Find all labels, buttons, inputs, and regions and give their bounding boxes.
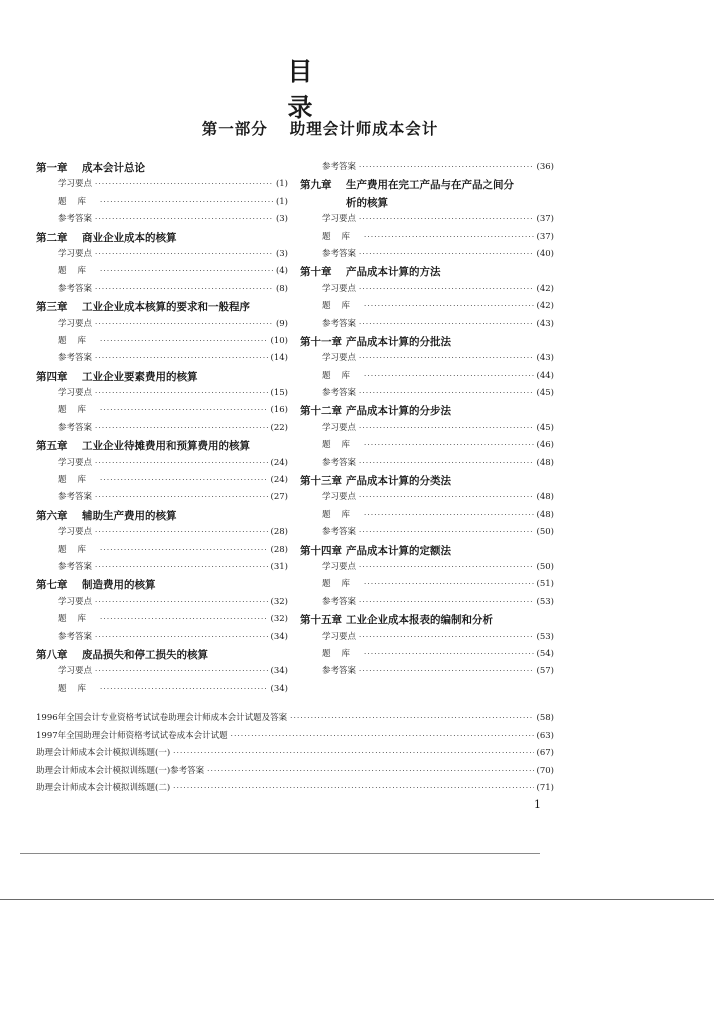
entry-page: (24): [270, 475, 288, 486]
dot-leader: [359, 667, 534, 675]
chapter-number: 第一章: [36, 162, 68, 174]
toc-entry: [36, 334, 288, 351]
entry-label: 学习要点: [58, 248, 93, 259]
entry-page: (43): [536, 318, 554, 329]
toc-entry: [36, 595, 288, 612]
toc-entry: [36, 351, 288, 368]
toc-chapter: [300, 473, 554, 490]
chapter-number: 第十一章: [300, 335, 342, 348]
dot-leader: [95, 528, 268, 536]
appendix-entry: [36, 746, 554, 764]
toc-entry: [300, 560, 554, 577]
dot-leader: [95, 633, 268, 641]
toc-entry: [300, 508, 554, 525]
entry-label: 题库: [322, 301, 362, 312]
entry-page: (28): [270, 544, 288, 555]
entry-page: (37): [536, 214, 554, 225]
toc-right-column: [300, 160, 554, 682]
toc-entry: [36, 282, 288, 299]
entry-label: 学习要点: [58, 527, 93, 538]
dot-leader: [100, 615, 268, 623]
scan-rule: [0, 899, 714, 900]
entry-page: (27): [270, 492, 288, 503]
dot-leader: [364, 441, 534, 449]
entry-label: 参考答案: [58, 353, 93, 364]
entry-page: (53): [536, 631, 554, 642]
entry-page: (9): [275, 318, 288, 329]
entry-page: (48): [536, 492, 554, 503]
toc-entry: [36, 456, 288, 473]
dot-leader: [100, 476, 268, 484]
entry-page: (45): [536, 388, 554, 399]
entry-label: 学习要点: [322, 561, 357, 572]
dot-leader: [364, 580, 534, 588]
toc-entry: [300, 369, 554, 386]
entry-label: 题库: [322, 579, 362, 590]
dot-leader: [364, 302, 534, 310]
dot-leader: [359, 285, 534, 293]
page-title: 目 录: [287, 57, 483, 122]
toc-entry: [300, 299, 554, 316]
toc-entry: [36, 247, 288, 264]
entry-page: (34): [270, 683, 288, 694]
entry-page: (10): [270, 335, 288, 346]
entry-label: 学习要点: [58, 596, 93, 607]
entry-page: (50): [536, 561, 554, 572]
dot-leader: [290, 714, 533, 722]
toc-entry: [36, 664, 288, 681]
toc-entry: [36, 403, 288, 420]
dot-leader: [95, 493, 268, 501]
dot-leader: [207, 767, 533, 775]
toc-entry: [36, 682, 288, 699]
dot-leader: [359, 563, 534, 571]
dot-leader: [95, 598, 268, 606]
chapter-title: 产品成本计算的方法: [346, 266, 441, 279]
entry-label: 学习要点: [58, 666, 93, 677]
dot-leader: [359, 493, 534, 501]
dot-leader: [364, 511, 534, 519]
entry-page: (8): [275, 283, 288, 294]
entry-label: 题库: [58, 614, 98, 625]
appendix-entry: [36, 711, 554, 729]
entry-label: 参考答案: [322, 666, 357, 677]
dot-leader: [359, 459, 534, 467]
toc-entry: [300, 421, 554, 438]
dot-leader: [95, 563, 268, 571]
dot-leader: [95, 250, 273, 258]
toc-entry: [300, 386, 554, 403]
toc-chapter: [36, 230, 288, 247]
toc-chapter: [36, 299, 288, 316]
entry-page: (32): [270, 614, 288, 625]
chapter-number: 第九章: [300, 179, 332, 192]
entry-page: (3): [275, 248, 288, 259]
dot-leader: [359, 250, 534, 258]
entry-page: (24): [270, 457, 288, 468]
chapter-number: 第二章: [36, 231, 68, 244]
dot-leader: [359, 215, 534, 223]
entry-label: 题库: [58, 335, 98, 346]
chapter-number: 第十五章: [300, 614, 342, 627]
toc-chapter: [36, 369, 288, 386]
entry-label: 参考答案: [322, 162, 357, 172]
entry-page: (40): [536, 248, 554, 259]
toc-entry: [300, 247, 554, 264]
entry-page: (14): [270, 353, 288, 364]
toc-entry: [36, 473, 288, 490]
entry-label: 学习要点: [322, 283, 357, 294]
entry-label: 参考答案: [322, 527, 357, 538]
dot-leader: [364, 372, 534, 380]
entry-label: 题库: [58, 196, 98, 207]
dot-leader: [100, 546, 268, 554]
dot-leader: [100, 267, 273, 275]
toc-entry: [300, 490, 554, 507]
toc-chapter: [300, 612, 554, 629]
appendix-entry: [36, 729, 554, 747]
toc-entry: [300, 438, 554, 455]
appendix-title: 助理会计师成本会计模拟训练题(一)参考答案: [36, 765, 205, 776]
entry-label: 题库: [322, 440, 362, 451]
dot-leader: [359, 598, 534, 606]
dot-leader: [100, 406, 268, 414]
dot-leader: [95, 354, 268, 362]
dot-leader: [95, 389, 268, 397]
toc-entry: [300, 317, 554, 334]
entry-page: (42): [536, 301, 554, 312]
appendix-title: 1996年全国会计专业资格考试试卷助理会计师成本会计试题及答案: [36, 713, 288, 723]
appendix-page: (70): [536, 765, 554, 776]
entry-label: 参考答案: [322, 248, 357, 259]
dot-leader: [100, 685, 268, 693]
dot-leader: [359, 320, 534, 328]
toc-chapter: [300, 264, 554, 281]
dot-leader: [359, 424, 534, 432]
page-number: 1: [534, 798, 541, 811]
chapter-title: 生产费用在完工产品与在产品之间分: [346, 179, 514, 192]
chapter-number: 第十章: [300, 266, 332, 279]
dot-leader: [95, 320, 273, 328]
entry-label: 题库: [58, 544, 98, 555]
chapter-title: 工业企业要素费用的核算: [82, 370, 198, 383]
entry-label: 学习要点: [322, 631, 357, 642]
entry-label: 题库: [58, 683, 98, 694]
entry-page: (22): [270, 422, 288, 433]
toc-entry: [300, 230, 554, 247]
entry-page: (4): [275, 266, 288, 277]
entry-page: (45): [536, 422, 554, 433]
chapter-title: 商业企业成本的核算: [82, 231, 177, 244]
entry-label: 参考答案: [322, 596, 357, 607]
entry-page: (57): [536, 666, 554, 677]
dot-leader: [359, 528, 534, 536]
toc-entry: [300, 351, 554, 368]
appendix-title: 助理会计师成本会计模拟训练题(一): [36, 748, 171, 759]
dot-leader: [173, 749, 533, 757]
entry-page: (16): [270, 405, 288, 416]
scan-rule: [20, 853, 540, 854]
entry-label: 学习要点: [58, 318, 93, 329]
toc-chapter: [300, 177, 554, 194]
toc-entry: [300, 456, 554, 473]
toc-chapter: [300, 543, 554, 560]
entry-page: (42): [536, 283, 554, 294]
toc-entry: [300, 664, 554, 681]
entry-page: (48): [536, 509, 554, 520]
toc-entry: [300, 647, 554, 664]
toc-entry: [36, 177, 288, 194]
entry-label: 参考答案: [58, 214, 93, 225]
entry-page: (34): [270, 666, 288, 677]
toc-chapter: [36, 647, 288, 664]
toc-chapter: [36, 508, 288, 525]
toc-entry: [36, 560, 288, 577]
dot-leader: [95, 667, 268, 675]
entry-label: 题库: [322, 370, 362, 381]
entry-label: 参考答案: [58, 561, 93, 572]
toc-entry: [36, 630, 288, 647]
dot-leader: [95, 424, 268, 432]
chapter-number: 第四章: [36, 370, 68, 383]
toc-entry: [300, 577, 554, 594]
entry-label: 题库: [58, 266, 98, 277]
toc-entry: [300, 630, 554, 647]
appendix-entry: [36, 764, 554, 782]
part-heading: [100, 117, 540, 139]
entry-page: (43): [536, 353, 554, 364]
part-name: 助理会计师成本会计: [289, 120, 439, 138]
entry-page: (34): [270, 631, 288, 642]
chapter-title: 产品成本计算的分类法: [346, 475, 451, 488]
entry-page: (31): [270, 561, 288, 572]
toc-chapter: [300, 334, 554, 351]
chapter-title: 工业企业成本核算的要求和一般程序: [82, 301, 250, 314]
toc-entry: [36, 264, 288, 281]
dot-leader: [100, 337, 268, 345]
entry-page: (32): [270, 596, 288, 607]
entry-label: 参考答案: [322, 388, 357, 399]
entry-label: 参考答案: [58, 631, 93, 642]
appendix-page: (71): [536, 783, 554, 794]
entry-label: 题库: [58, 405, 98, 416]
chapter-number: 第七章: [36, 579, 68, 592]
entry-page: (1): [275, 179, 288, 190]
dot-leader: [95, 459, 268, 467]
dot-leader: [231, 732, 534, 740]
appendix-entry: [36, 781, 554, 799]
toc-entry: [36, 490, 288, 507]
appendix-title: 1997年全国助理会计师资格考试试卷成本会计试题: [36, 730, 228, 741]
entry-label: 学习要点: [58, 179, 93, 190]
entry-page: (50): [536, 527, 554, 538]
entry-page: (44): [536, 370, 554, 381]
chapter-number: 第十三章: [300, 475, 342, 488]
toc-chapter: [36, 160, 288, 177]
dot-leader: [364, 650, 534, 658]
toc-entry: [36, 543, 288, 560]
toc-entry: [36, 612, 288, 629]
toc-entry: [300, 525, 554, 542]
toc-entry: [36, 195, 288, 212]
toc-chapter-continuation: [300, 195, 554, 212]
chapter-title: 工业企业成本报表的编制和分析: [346, 614, 493, 627]
entry-label: 学习要点: [58, 457, 93, 468]
entry-label: 参考答案: [58, 422, 93, 433]
toc-chapter: [36, 438, 288, 455]
entry-label: 学习要点: [322, 422, 357, 433]
appendix-page: (63): [536, 730, 554, 741]
chapter-number: 第三章: [36, 301, 68, 314]
dot-leader: [359, 389, 534, 397]
entry-page: (46): [536, 440, 554, 451]
entry-label: 题库: [58, 475, 98, 486]
entry-label: 参考答案: [58, 492, 93, 503]
entry-label: 学习要点: [58, 388, 93, 399]
entry-label: 参考答案: [58, 283, 93, 294]
toc-entry: [300, 160, 554, 177]
entry-label: 学习要点: [322, 353, 357, 364]
dot-leader: [364, 233, 534, 241]
toc-entry: [36, 386, 288, 403]
entry-page: (28): [270, 527, 288, 538]
chapter-number: 第十二章: [300, 405, 342, 418]
chapter-title: 析的核算: [346, 196, 388, 209]
entry-page: (36): [536, 162, 554, 172]
entry-label: 学习要点: [322, 492, 357, 503]
entry-label: 参考答案: [322, 318, 357, 329]
entry-page: (1): [275, 196, 288, 207]
chapter-title: 工业企业待摊费用和预算费用的核算: [82, 440, 250, 453]
toc-entry: [36, 525, 288, 542]
chapter-number: 第八章: [36, 648, 68, 661]
toc-entry: [300, 282, 554, 299]
dot-leader: [95, 285, 273, 293]
toc-appendix: [36, 711, 554, 799]
chapter-title: 成本会计总论: [82, 162, 145, 174]
toc-entry: [36, 317, 288, 334]
chapter-number: 第六章: [36, 509, 68, 522]
entry-label: 题库: [322, 648, 362, 659]
chapter-title: 产品成本计算的分批法: [346, 335, 451, 348]
entry-label: 参考答案: [322, 457, 357, 468]
toc-chapter: [36, 577, 288, 594]
toc-entry: [300, 595, 554, 612]
chapter-title: 制造费用的核算: [82, 579, 156, 592]
toc-entry: [36, 212, 288, 229]
toc-entry: [300, 212, 554, 229]
toc-left-column: [36, 160, 288, 699]
dot-leader: [359, 633, 534, 641]
appendix-title: 助理会计师成本会计模拟训练题(二): [36, 783, 171, 794]
entry-label: 学习要点: [322, 214, 357, 225]
toc-entry: [36, 421, 288, 438]
chapter-title: 产品成本计算的定额法: [346, 544, 451, 557]
appendix-page: (67): [536, 748, 554, 759]
entry-label: 题库: [322, 231, 362, 242]
entry-page: (51): [536, 579, 554, 590]
appendix-page: (58): [536, 713, 554, 723]
dot-leader: [95, 215, 273, 223]
chapter-number: 第五章: [36, 440, 68, 453]
dot-leader: [173, 784, 533, 792]
entry-label: 题库: [322, 509, 362, 520]
toc-chapter: [300, 403, 554, 420]
chapter-title: 辅助生产费用的核算: [82, 509, 177, 522]
dot-leader: [359, 354, 534, 362]
entry-page: (37): [536, 231, 554, 242]
entry-page: (48): [536, 457, 554, 468]
dot-leader: [95, 180, 273, 188]
entry-page: (15): [270, 388, 288, 399]
dot-leader: [359, 163, 534, 171]
entry-page: (3): [275, 214, 288, 225]
chapter-title: 产品成本计算的分步法: [346, 405, 451, 418]
chapter-title: 废品损失和停工损失的核算: [82, 648, 208, 661]
chapter-number: 第十四章: [300, 544, 342, 557]
entry-page: (53): [536, 596, 554, 607]
dot-leader: [100, 198, 273, 206]
part-number: 第一部分: [201, 120, 268, 138]
entry-page: (54): [536, 648, 554, 659]
